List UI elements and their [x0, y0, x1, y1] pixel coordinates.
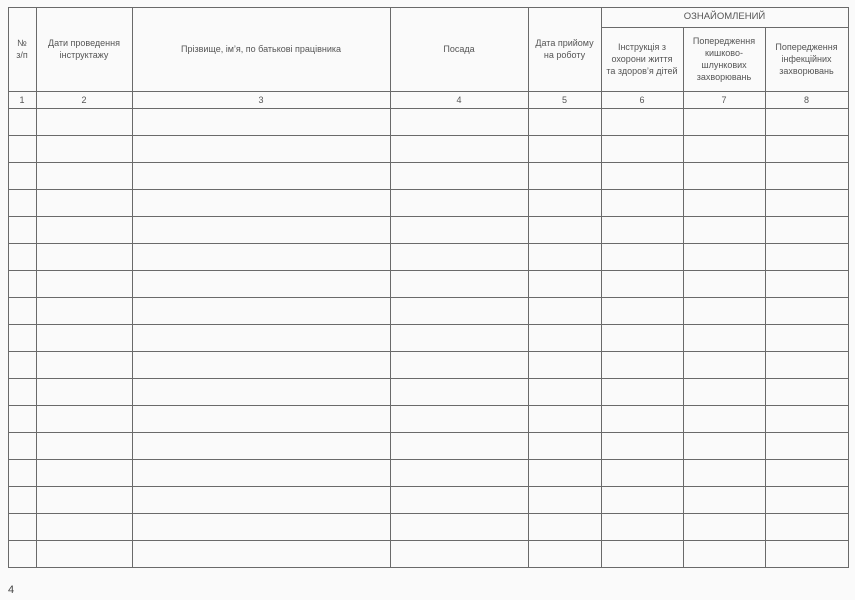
table-cell[interactable]	[36, 189, 132, 216]
table-cell[interactable]	[765, 189, 848, 216]
table-cell[interactable]	[132, 351, 390, 378]
table-cell[interactable]	[132, 189, 390, 216]
table-cell[interactable]	[36, 135, 132, 162]
table-cell[interactable]	[601, 162, 683, 189]
table-cell[interactable]	[390, 540, 528, 567]
table-cell[interactable]	[683, 459, 765, 486]
table-cell[interactable]	[601, 432, 683, 459]
table-cell[interactable]	[390, 405, 528, 432]
table-cell[interactable]	[8, 297, 36, 324]
horizontal-rule	[8, 459, 849, 460]
table-cell[interactable]	[601, 378, 683, 405]
table-cell[interactable]	[132, 135, 390, 162]
table-cell[interactable]	[765, 324, 848, 351]
table-cell[interactable]	[765, 432, 848, 459]
table-cell[interactable]	[765, 216, 848, 243]
horizontal-rule	[601, 27, 849, 28]
table-cell[interactable]	[36, 324, 132, 351]
table-cell[interactable]	[36, 351, 132, 378]
table-cell[interactable]	[601, 243, 683, 270]
horizontal-rule	[8, 324, 849, 325]
table-cell[interactable]	[765, 270, 848, 297]
table-cell[interactable]	[683, 270, 765, 297]
table-cell[interactable]	[36, 432, 132, 459]
table-cell[interactable]	[528, 270, 601, 297]
table-cell[interactable]	[8, 324, 36, 351]
table-cell[interactable]	[528, 216, 601, 243]
horizontal-rule	[8, 540, 849, 541]
table-cell[interactable]	[132, 216, 390, 243]
column-header-7: Попередження кишково-шлункових захворювань	[692, 36, 756, 82]
table-cell[interactable]	[601, 459, 683, 486]
table-cell[interactable]	[390, 189, 528, 216]
table-cell[interactable]	[8, 135, 36, 162]
table-cell[interactable]	[765, 243, 848, 270]
table-cell[interactable]	[601, 108, 683, 135]
table-cell[interactable]	[601, 324, 683, 351]
table-cell[interactable]	[765, 162, 848, 189]
horizontal-rule	[8, 162, 849, 163]
table-cell[interactable]	[528, 405, 601, 432]
table-cell[interactable]	[132, 108, 390, 135]
table-cell[interactable]	[683, 189, 765, 216]
horizontal-rule	[8, 108, 849, 109]
horizontal-rule	[8, 432, 849, 433]
table-cell[interactable]	[528, 324, 601, 351]
table-cell[interactable]	[601, 135, 683, 162]
horizontal-rule	[8, 243, 849, 244]
table-cell[interactable]	[8, 351, 36, 378]
column-number-6: 6	[639, 94, 645, 105]
table-cell[interactable]	[132, 486, 390, 513]
table-cell[interactable]	[8, 162, 36, 189]
table-cell[interactable]	[528, 297, 601, 324]
table-cell[interactable]	[601, 405, 683, 432]
table-cell[interactable]	[601, 189, 683, 216]
table-cell[interactable]	[132, 432, 390, 459]
table-cell[interactable]	[765, 405, 848, 432]
horizontal-rule	[8, 567, 849, 568]
table-cell[interactable]	[683, 162, 765, 189]
table-cell[interactable]	[132, 513, 390, 540]
table-cell[interactable]	[8, 270, 36, 297]
table-cell[interactable]	[390, 459, 528, 486]
column-header-8: Попередження інфекційних захворювань	[775, 42, 838, 76]
table-cell[interactable]	[390, 216, 528, 243]
table-cell[interactable]	[132, 405, 390, 432]
table-cell[interactable]	[528, 432, 601, 459]
horizontal-rule	[8, 216, 849, 217]
table-cell[interactable]	[36, 108, 132, 135]
table-cell[interactable]	[8, 216, 36, 243]
table-cell[interactable]	[8, 189, 36, 216]
table-cell[interactable]	[132, 459, 390, 486]
horizontal-rule	[8, 351, 849, 352]
table-cell[interactable]	[765, 351, 848, 378]
table-cell[interactable]	[132, 270, 390, 297]
column-number-2: 2	[81, 94, 87, 105]
table-cell[interactable]	[765, 513, 848, 540]
table-cell[interactable]	[528, 351, 601, 378]
table-cell[interactable]	[601, 297, 683, 324]
table-cell[interactable]	[390, 270, 528, 297]
table-cell[interactable]	[390, 162, 528, 189]
table-cell[interactable]	[528, 189, 601, 216]
horizontal-rule	[8, 486, 849, 487]
horizontal-rule	[8, 7, 849, 8]
horizontal-rule	[8, 270, 849, 271]
column-number-4: 4	[456, 94, 462, 105]
table-cell[interactable]	[601, 270, 683, 297]
table-cell[interactable]	[765, 297, 848, 324]
table-cell[interactable]	[683, 324, 765, 351]
table-cell[interactable]	[132, 297, 390, 324]
table-cell[interactable]	[8, 243, 36, 270]
table-cell[interactable]	[601, 216, 683, 243]
table-cell[interactable]	[528, 135, 601, 162]
table-cell[interactable]	[683, 135, 765, 162]
table-cell[interactable]	[8, 108, 36, 135]
table-cell[interactable]	[528, 162, 601, 189]
table-cell[interactable]	[601, 513, 683, 540]
table-cell[interactable]	[390, 243, 528, 270]
column-number-8: 8	[803, 94, 809, 105]
horizontal-rule	[8, 297, 849, 298]
table-cell[interactable]	[36, 486, 132, 513]
table-cell[interactable]	[683, 378, 765, 405]
table-cell[interactable]	[390, 486, 528, 513]
table-cell[interactable]	[683, 486, 765, 513]
table-cell[interactable]	[390, 378, 528, 405]
column-header-3: Прізвище, ім’я, по батькові працівника	[180, 44, 341, 54]
table-cell[interactable]	[8, 513, 36, 540]
table-cell[interactable]	[683, 108, 765, 135]
table-cell[interactable]	[132, 243, 390, 270]
table-cell[interactable]	[390, 432, 528, 459]
table-cell[interactable]	[132, 162, 390, 189]
table-cell[interactable]	[765, 135, 848, 162]
group-header-acquainted: ОЗНАЙОМЛЕНИЙ	[683, 11, 766, 22]
table-cell[interactable]	[528, 513, 601, 540]
table-cell[interactable]	[683, 297, 765, 324]
table-cell[interactable]	[132, 378, 390, 405]
table-cell[interactable]	[132, 540, 390, 567]
column-header-4: Посада	[443, 44, 475, 54]
table-cell[interactable]	[36, 405, 132, 432]
column-header-2: Дати проведення інструктажу	[48, 38, 120, 60]
table-cell[interactable]	[132, 324, 390, 351]
horizontal-rule	[8, 91, 849, 92]
table-cell[interactable]	[36, 378, 132, 405]
table-cell[interactable]	[36, 243, 132, 270]
table-cell[interactable]	[36, 162, 132, 189]
table-cell[interactable]	[390, 297, 528, 324]
column-number-1: 1	[19, 94, 25, 105]
table-cell[interactable]	[528, 540, 601, 567]
column-number-3: 3	[258, 94, 264, 105]
table-cell[interactable]	[8, 459, 36, 486]
table-cell[interactable]	[8, 378, 36, 405]
table-cell[interactable]	[528, 459, 601, 486]
column-header-6: Інструкція з охорони життя та здоров’я дітей	[606, 42, 678, 76]
table-cell[interactable]	[390, 324, 528, 351]
table-cell[interactable]	[683, 432, 765, 459]
column-header-5: Дата прийому на роботу	[535, 38, 594, 60]
table-cell[interactable]	[765, 108, 848, 135]
table-cell[interactable]	[765, 459, 848, 486]
table-cell[interactable]	[601, 351, 683, 378]
table-cell[interactable]	[8, 405, 36, 432]
table-cell[interactable]	[36, 297, 132, 324]
table-cell[interactable]	[765, 378, 848, 405]
table-cell[interactable]	[765, 486, 848, 513]
horizontal-rule	[8, 513, 849, 514]
table-cell[interactable]	[36, 216, 132, 243]
table-cell[interactable]	[36, 540, 132, 567]
column-number-5: 5	[561, 94, 567, 105]
table-cell[interactable]	[528, 378, 601, 405]
table-cell[interactable]	[8, 432, 36, 459]
table-cell[interactable]	[390, 135, 528, 162]
table-cell[interactable]	[683, 540, 765, 567]
table-cell[interactable]	[390, 513, 528, 540]
table-cell[interactable]	[601, 486, 683, 513]
table-cell[interactable]	[528, 243, 601, 270]
table-cell[interactable]	[683, 216, 765, 243]
table-cell[interactable]	[601, 540, 683, 567]
horizontal-rule	[8, 405, 849, 406]
table-cell[interactable]	[683, 405, 765, 432]
column-header-1: № з/п	[16, 38, 28, 60]
table-cell[interactable]	[528, 486, 601, 513]
table-cell[interactable]	[36, 459, 132, 486]
table-cell[interactable]	[8, 486, 36, 513]
horizontal-rule	[8, 189, 849, 190]
table-cell[interactable]	[36, 270, 132, 297]
table-cell[interactable]	[390, 351, 528, 378]
table-cell[interactable]	[683, 243, 765, 270]
table-cell[interactable]	[8, 540, 36, 567]
table-cell[interactable]	[390, 108, 528, 135]
horizontal-rule	[8, 378, 849, 379]
table-cell[interactable]	[765, 540, 848, 567]
table-cell[interactable]	[683, 513, 765, 540]
column-number-7: 7	[721, 94, 727, 105]
table-cell[interactable]	[36, 513, 132, 540]
page-number: 4	[8, 584, 15, 596]
table-cell[interactable]	[683, 351, 765, 378]
table-cell[interactable]	[528, 108, 601, 135]
horizontal-rule	[8, 135, 849, 136]
